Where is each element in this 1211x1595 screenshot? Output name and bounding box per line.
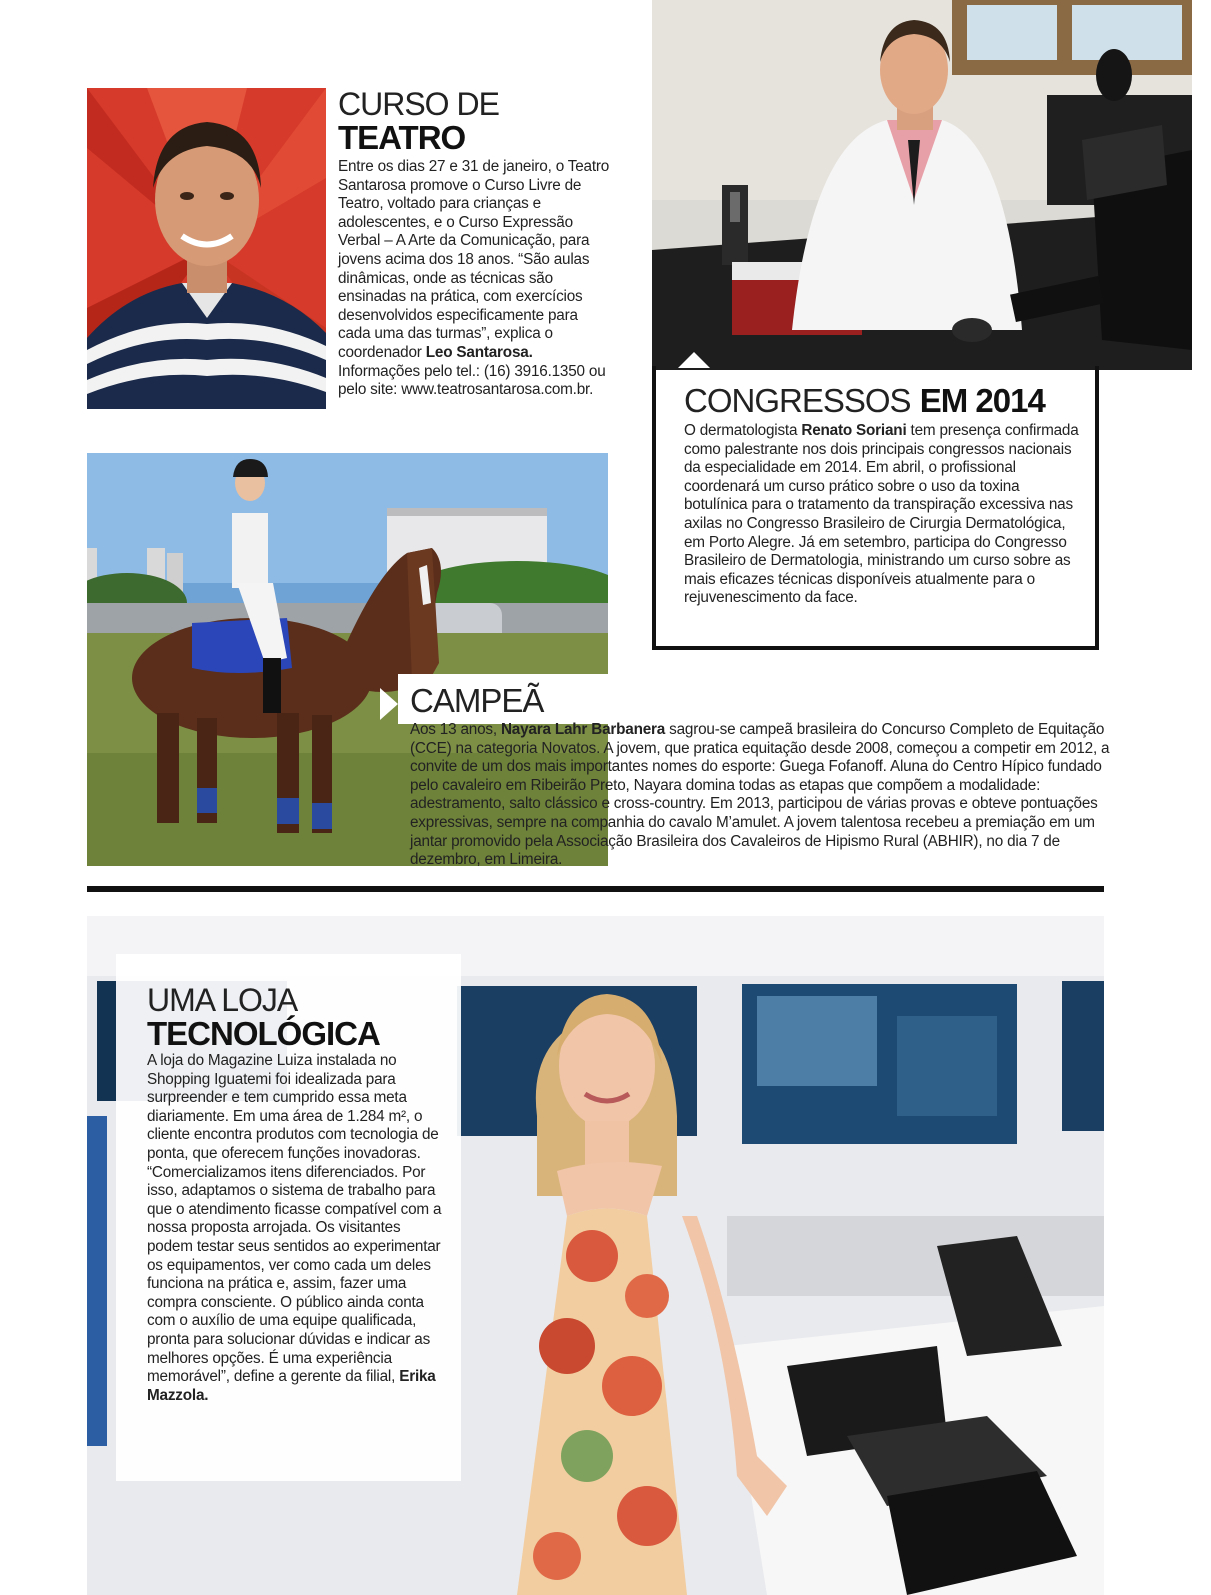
congressos-body-part-2: tem presença confirmada como palestrante nos dois principais congressos nacionais da especialidade em 2014. Em abril, o profissional coordenará um curso prático sobre o uso da toxina botulínica para o tratamento da transpiração excessiva nas axilas no Congresso Brasileiro de Cirurgia Dermatológica, em Porto Alegre. Já em setembro, participa do Congresso Brasileiro de Dermatologia, ministrando um curso sobre as mais eficazes técnicas disponíveis atualmente para o rejuvenescimento da face. <box>684 422 1079 607</box>
teatro-kicker: CURSO DE <box>338 86 499 122</box>
teatro-headline: TEATRO <box>338 119 466 156</box>
congressos-headline: EM 2014 <box>919 382 1045 419</box>
loja-kicker: UMA LOJA <box>147 982 298 1018</box>
loja-article <box>147 984 442 1405</box>
section-divider <box>87 886 1104 892</box>
loja-headline: TECNOLÓGICA <box>147 1015 380 1052</box>
teatro-body-part-2: Informações pelo tel.: (16) 3916.1350 ou pelo site: www.teatrosantarosa.com.br. <box>338 362 606 399</box>
campea-notch <box>380 688 398 720</box>
loja-body <box>147 1052 442 1405</box>
teatro-body <box>338 158 613 400</box>
campea-body-part-2: sagrou-se campeã brasileira do Concurso Completo de Equitação (CCE) na categoria Novatos. A jovem, que pratica equitação desde 2008, começou a competir em 2012, a convite de um dos mais importantes nomes do esporte: Guega Fofanoff. Aluna do Centro Hípico fundado pelo cavaleiro em Ribeirão Preto, Nayara domina todas as etapas que compõem a modalidade: adestramento, salto clássico e cross-country. Em 2013, participou de várias provas e obteve pontuações expressivas, sempre na companhia do cavalo M’amulet. A jovem talentosa recebeu a premiação em um jantar promovido pela Associação Brasileira dos Cavaleiros de Hipismo Rural (ABHIR), no dia 7 de dezembro, em Limeira. <box>410 721 1110 869</box>
campea-article <box>410 684 1110 870</box>
dermatologist-office-photo <box>652 0 1192 370</box>
congressos-title <box>684 382 1084 420</box>
campea-kicker: CAMPEÃ <box>410 682 544 719</box>
loja-body-part-1: A loja do Magazine Luiza instalada no Shopping Iguatemi foi idealizada para surpreender e tem cumprido essa meta diariamente. Em uma área de 1.284 m², o cliente encontra produtos com tecnologia de ponta, que oferecem funções inovadoras. “Comercializamos itens diferenciados. Por isso, adaptamos o sistema de trabalho para que o atendimento ficasse compatível com a nossa proposta arrojada. Os visitantes podem testar seus sentidos ao experimentar os equipamentos, ver como cada um deles funciona na prática e, assim, fazer uma compra consciente. O público ainda conta com o auxílio de uma equipe qualificada, pronta para solucionar dúvidas e indicar as melhores opções. É uma experiência memorável”, define a gerente da filial, <box>147 1052 442 1386</box>
congressos-frame-notch <box>678 352 710 368</box>
campea-athlete-name: Nayara Lahr Barbanera <box>500 721 666 738</box>
teatro-article <box>338 88 613 400</box>
congressos-kicker: CONGRESSOS <box>684 382 911 419</box>
teatro-body-part-1: Entre os dias 27 e 31 de janeiro, o Teatro Santarosa promove o Curso Livre de Teatro, voltado para crianças e adolescentes, e o Curso Expressão Verbal – A Arte da Comunicação, para jovens acima dos 18 anos. “São aulas dinâmicas, onde as técnicas são ensinadas na prática, com exercícios desenvolvidos especificamente para cada uma das turmas”, explica o coordenador <box>338 158 610 361</box>
loja-manager-name: Erika Mazzola. <box>147 1368 436 1404</box>
congressos-body <box>684 422 1084 608</box>
teatro-portrait-photo <box>87 88 326 409</box>
campea-body <box>410 721 1110 870</box>
teatro-coordinator-name: Leo Santarosa. <box>425 343 533 361</box>
congressos-doctor-name: Renato Soriani <box>801 422 907 439</box>
congressos-article <box>684 382 1084 608</box>
campea-body-part-1: Aos 13 anos, <box>410 721 501 738</box>
congressos-body-part-1: O dermatologista <box>684 422 802 439</box>
